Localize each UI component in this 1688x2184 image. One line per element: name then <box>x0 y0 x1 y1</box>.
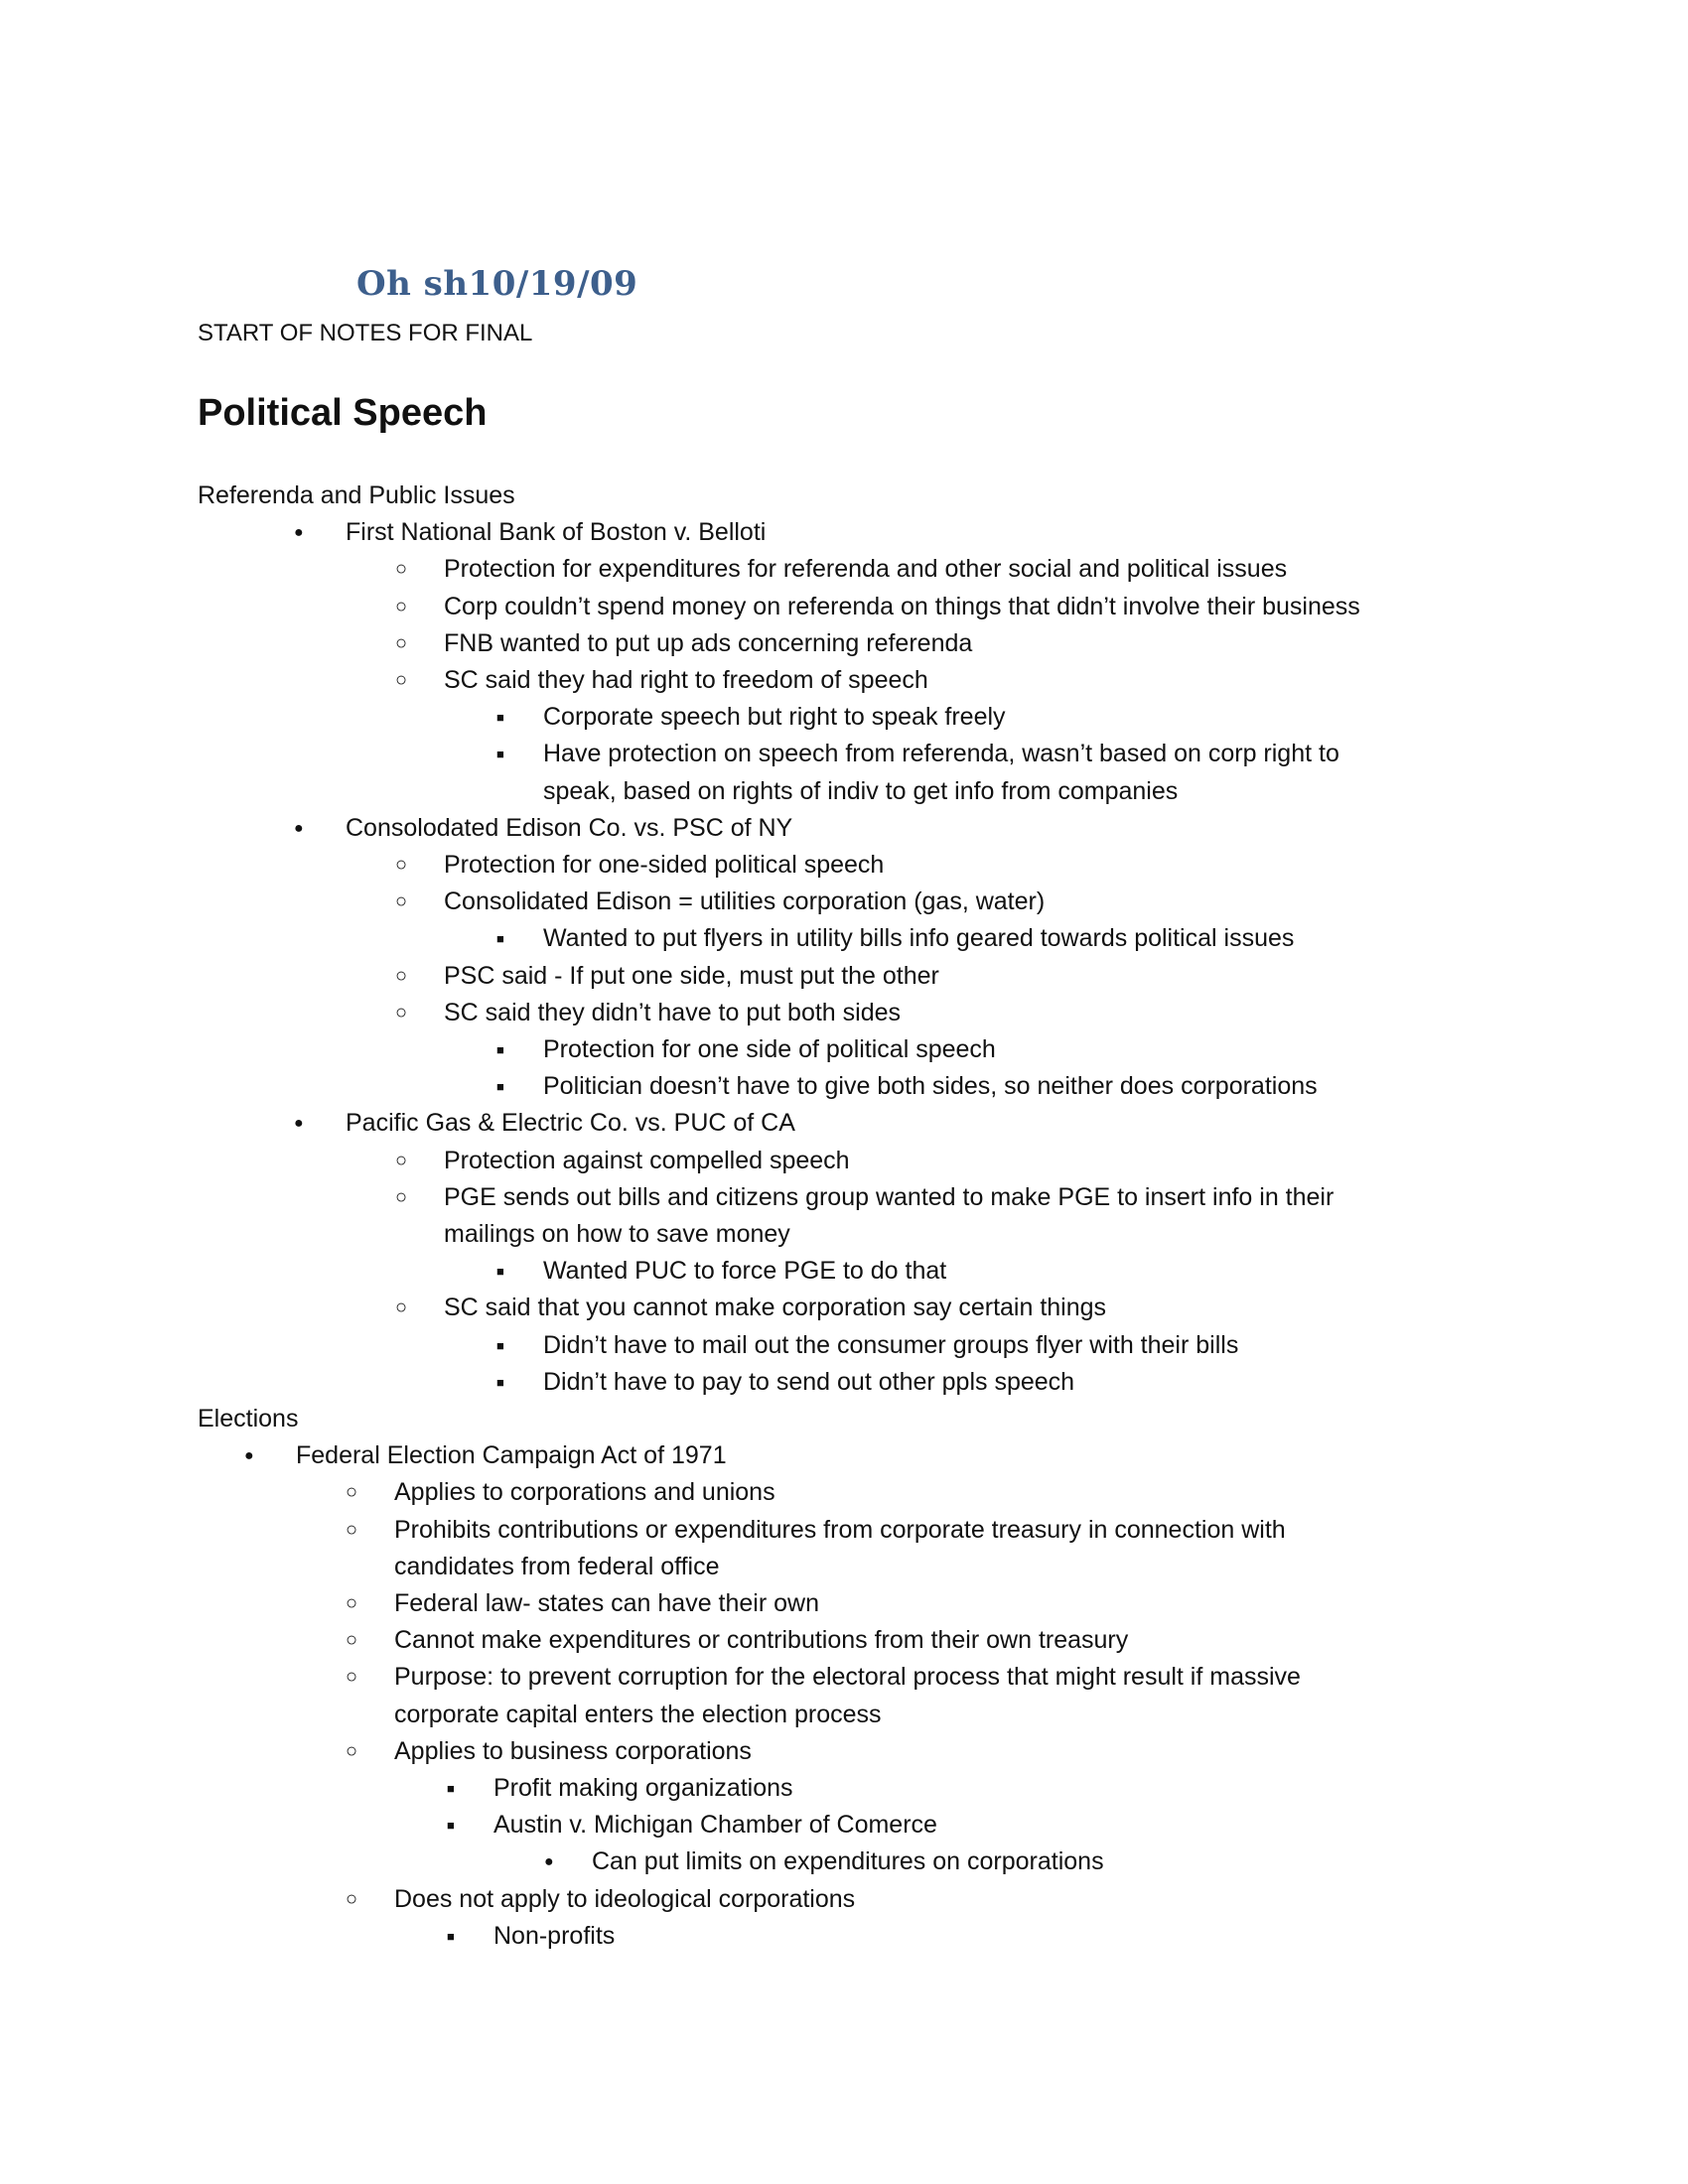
bullet-disc-icon: ● <box>294 524 304 542</box>
bullet-square-icon: ■ <box>447 1928 455 1944</box>
note-line: speak, based on rights of indiv to get info from companies <box>543 776 1179 805</box>
note-line: Protection for expenditures for referenda and other social and political issues <box>444 555 1288 584</box>
bullet-square-icon: ■ <box>496 1337 504 1353</box>
document-title: Oh sh10/19/09 <box>356 264 638 304</box>
bullet-square-icon: ■ <box>447 1781 455 1796</box>
note-line: Purpose: to prevent corruption for the electoral process that might result if massive <box>394 1663 1301 1692</box>
bullet-circle-icon: ○ <box>346 1481 358 1504</box>
note-line: Non-profits <box>493 1921 616 1950</box>
note-line: Elections <box>198 1405 299 1433</box>
note-line: Didn’t have to pay to send out other ppls speech <box>543 1367 1075 1396</box>
bullet-disc-icon: ● <box>544 1853 554 1871</box>
bullet-disc-icon: ● <box>244 1447 254 1465</box>
note-line: Does not apply to ideological corporations <box>394 1884 856 1913</box>
bullet-square-icon: ■ <box>496 1264 504 1280</box>
note-line: Have protection on speech from referenda, wasn’t based on corp right to <box>543 740 1339 768</box>
bullet-circle-icon: ○ <box>346 1739 358 1762</box>
note-line: Profit making organizations <box>493 1774 793 1802</box>
bullet-circle-icon: ○ <box>395 595 408 617</box>
note-line: Cannot make expenditures or contributions from their own treasury <box>394 1626 1129 1655</box>
bullet-circle-icon: ○ <box>395 1185 408 1208</box>
note-line: Wanted to put flyers in utility bills info geared towards political issues <box>543 924 1295 953</box>
bullet-square-icon: ■ <box>496 931 504 947</box>
note-line: Consolidated Edison = utilities corporation (gas, water) <box>444 887 1046 916</box>
document-subtitle: START OF NOTES FOR FINAL <box>198 320 533 346</box>
note-line: First National Bank of Boston v. Belloti <box>346 518 767 547</box>
bullet-circle-icon: ○ <box>395 558 408 581</box>
bullet-circle-icon: ○ <box>395 631 408 654</box>
note-line: Politician doesn’t have to give both sides, so neither does corporations <box>543 1072 1318 1101</box>
note-line: Pacific Gas & Electric Co. vs. PUC of CA <box>346 1109 795 1138</box>
note-line: Austin v. Michigan Chamber of Comerce <box>493 1811 937 1840</box>
bullet-square-icon: ■ <box>496 710 504 726</box>
bullet-circle-icon: ○ <box>346 1887 358 1910</box>
bullet-square-icon: ■ <box>496 1374 504 1390</box>
bullet-square-icon: ■ <box>496 747 504 762</box>
note-line: Referenda and Public Issues <box>198 481 515 509</box>
bullet-circle-icon: ○ <box>346 1592 358 1614</box>
note-line: SC said they had right to freedom of speech <box>444 666 928 694</box>
note-line: candidates from federal office <box>394 1552 720 1580</box>
note-line: Protection for one-sided political speech <box>444 851 885 879</box>
note-line: Corp couldn’t spend money on referenda on things that didn’t involve their business <box>444 592 1360 620</box>
bullet-circle-icon: ○ <box>395 1149 408 1171</box>
bullet-circle-icon: ○ <box>395 964 408 987</box>
bullet-square-icon: ■ <box>496 1042 504 1057</box>
note-line: Federal law- states can have their own <box>394 1589 819 1617</box>
note-line: PSC said - If put one side, must put the other <box>444 961 939 990</box>
note-line: SC said that you cannot make corporation say certain things <box>444 1294 1107 1322</box>
note-line: Protection for one side of political speech <box>543 1035 996 1063</box>
bullet-circle-icon: ○ <box>346 1666 358 1689</box>
bullet-square-icon: ■ <box>447 1818 455 1834</box>
note-line: SC said they didn’t have to put both sides <box>444 998 902 1026</box>
bullet-circle-icon: ○ <box>346 1518 358 1541</box>
note-line: Didn’t have to mail out the consumer groups flyer with their bills <box>543 1330 1239 1359</box>
bullet-circle-icon: ○ <box>395 854 408 876</box>
note-line: Wanted PUC to force PGE to do that <box>543 1257 947 1286</box>
bullet-circle-icon: ○ <box>346 1629 358 1652</box>
note-line: Applies to corporations and unions <box>394 1478 775 1507</box>
note-line: FNB wanted to put up ads concerning referenda <box>444 628 973 657</box>
note-line: Federal Election Campaign Act of 1971 <box>296 1441 727 1470</box>
note-line: mailings on how to save money <box>444 1220 790 1248</box>
note-line: Applies to business corporations <box>394 1736 752 1765</box>
bullet-circle-icon: ○ <box>395 1297 408 1319</box>
note-line: corporate capital enters the election process <box>394 1700 882 1728</box>
note-line: PGE sends out bills and citizens group wanted to make PGE to insert info in their <box>444 1182 1335 1211</box>
bullet-disc-icon: ● <box>294 819 304 837</box>
note-line: Can put limits on expenditures on corporations <box>592 1847 1104 1876</box>
note-line: Protection against compelled speech <box>444 1146 850 1174</box>
section-heading: Political Speech <box>198 392 488 434</box>
bullet-circle-icon: ○ <box>395 1001 408 1024</box>
note-line: Consolodated Edison Co. vs. PSC of NY <box>346 813 793 842</box>
bullet-disc-icon: ● <box>294 1115 304 1133</box>
note-line: Prohibits contributions or expenditures from corporate treasury in connection with <box>394 1515 1286 1544</box>
note-line: Corporate speech but right to speak freely <box>543 703 1006 732</box>
bullet-square-icon: ■ <box>496 1079 504 1095</box>
bullet-circle-icon: ○ <box>395 669 408 691</box>
bullet-circle-icon: ○ <box>395 890 408 913</box>
